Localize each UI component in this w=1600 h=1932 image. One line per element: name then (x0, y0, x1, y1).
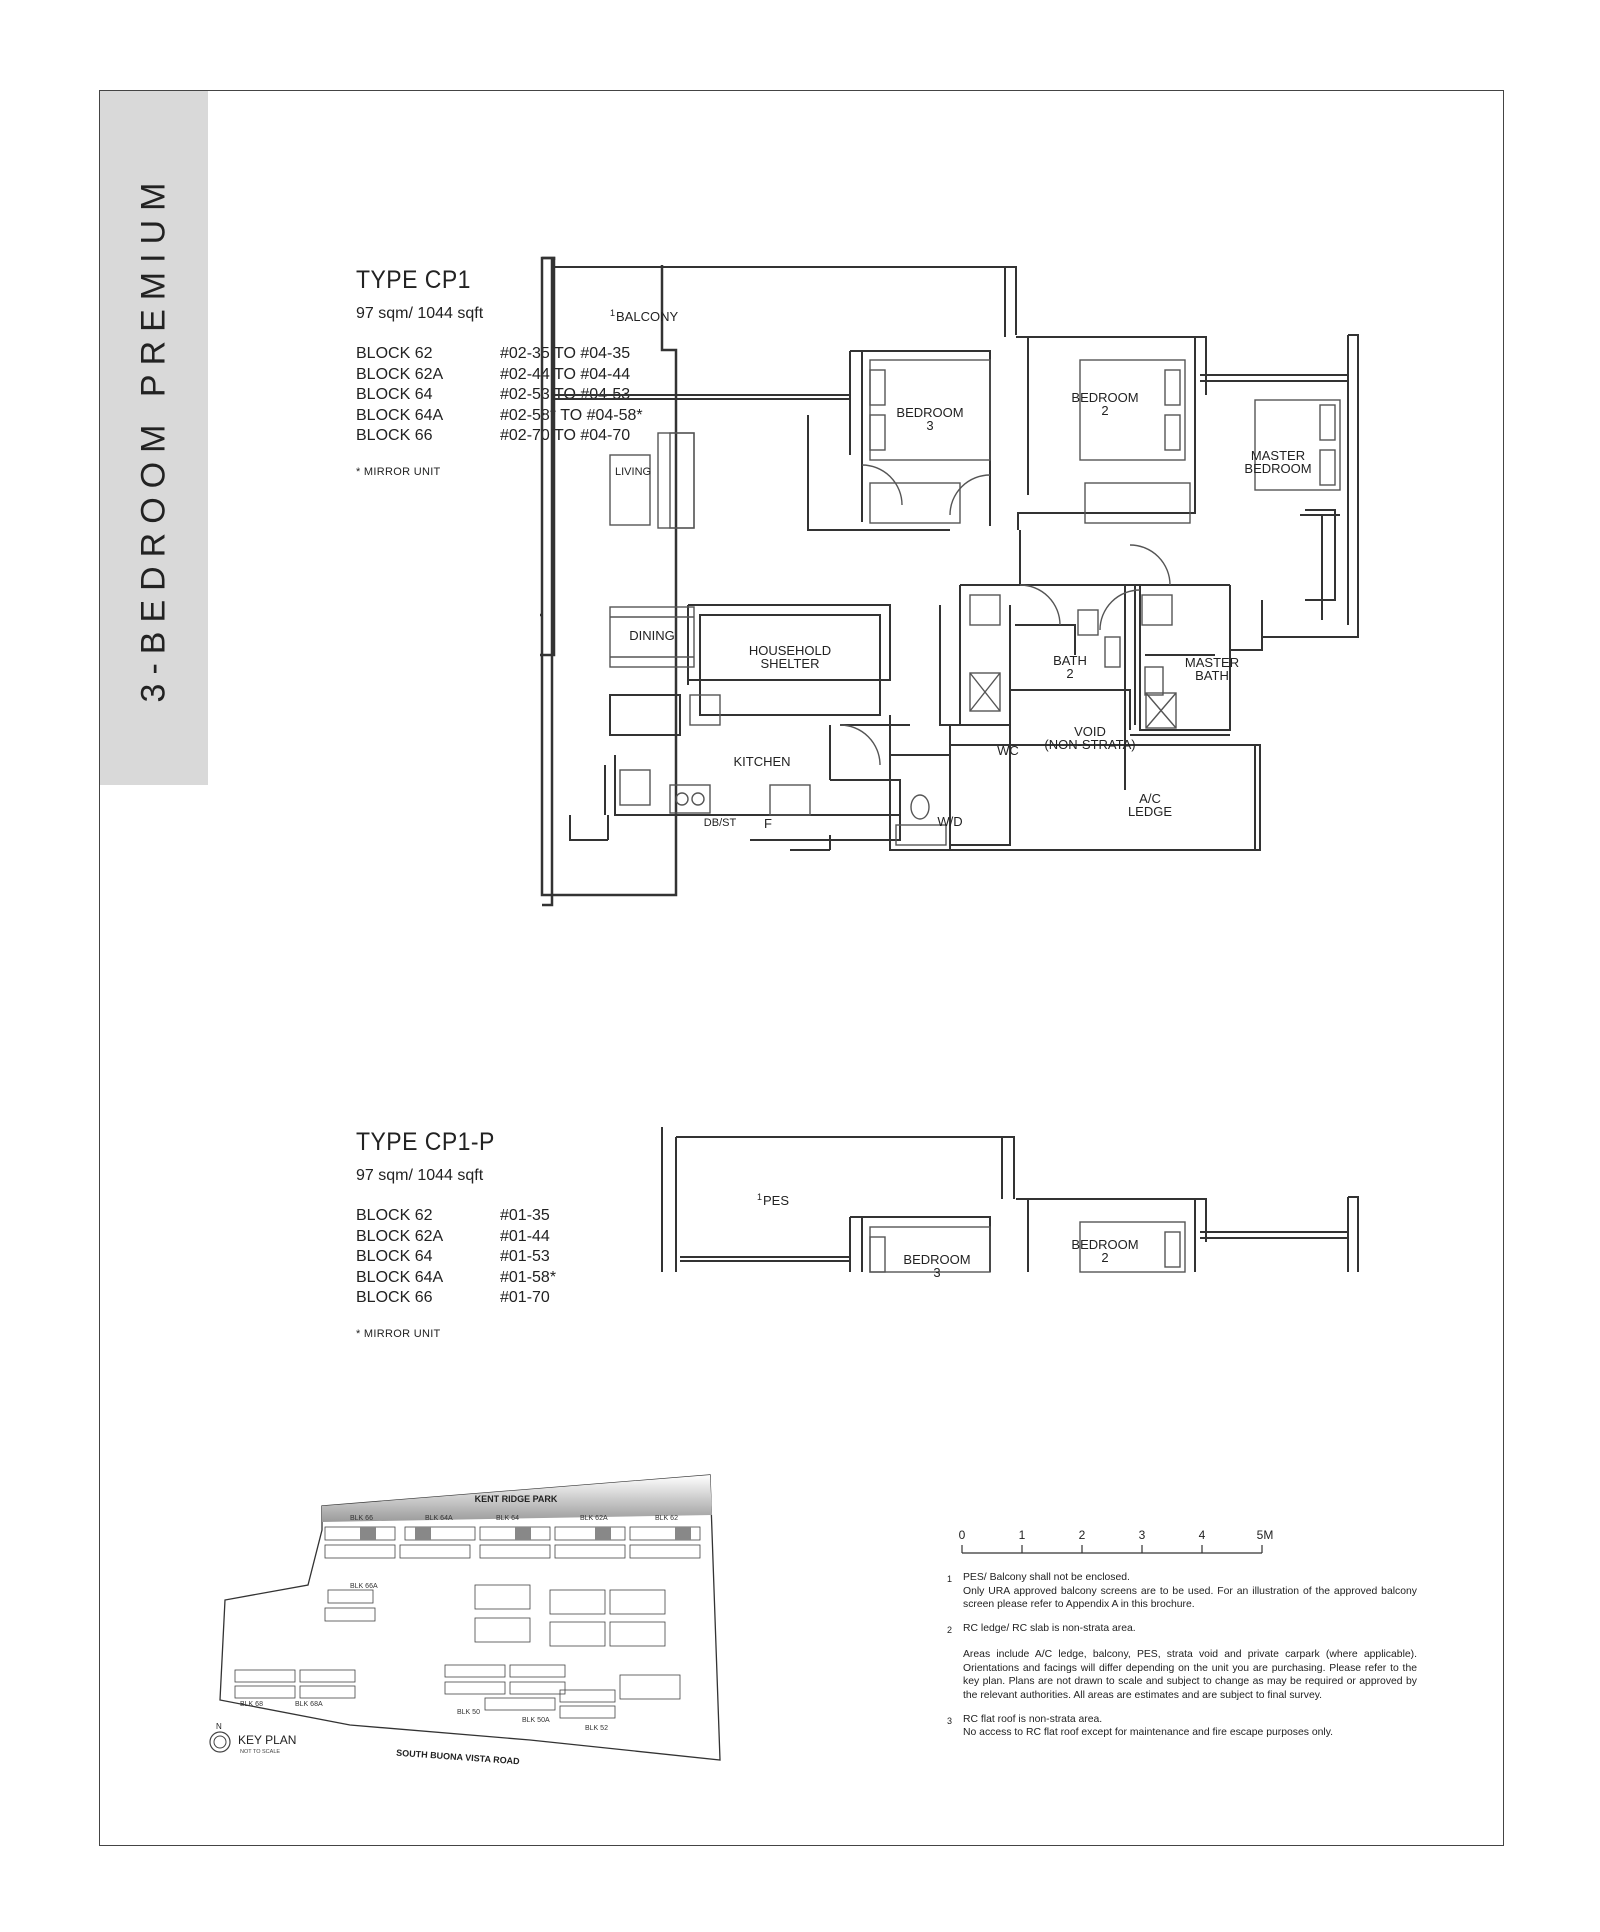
master-bedroom-label-1: MASTER (1250, 448, 1306, 463)
bedroom3-number: 3 (933, 1265, 941, 1280)
household-shelter-label-2: SHELTER (760, 656, 820, 671)
scale-tick-1: 1 (1018, 1528, 1026, 1542)
block-name: BLOCK 62 (356, 345, 433, 362)
block-units: #01-35 (500, 1207, 550, 1224)
scale-tick-0: 0 (958, 1528, 966, 1542)
living-label: LIVING (615, 466, 652, 478)
north-arrow-icon (210, 1722, 230, 1752)
bath2-number: 2 (1066, 666, 1074, 681)
scale-tick-5: 5M (1256, 1528, 1274, 1542)
block-row (356, 1228, 556, 1249)
key-plan (200, 1470, 730, 1775)
pes-superscript: 1 (757, 1192, 763, 1202)
block-label-50: BLK 50 (457, 1709, 480, 1716)
block-row (356, 1207, 556, 1228)
block-name: BLOCK 64 (356, 386, 433, 403)
block-row (356, 1289, 556, 1310)
fridge-label: F (764, 816, 772, 831)
scale-tick-2: 2 (1078, 1528, 1086, 1542)
bedroom2-number: 2 (1101, 403, 1109, 418)
block-name: BLOCK 64 (356, 1248, 433, 1265)
type-title: TYPE CP1 (356, 266, 471, 294)
note-areas: Areas include A/C ledge, balcony, PES, strata void and private carpark (where applicable). Orientations and facings will differ depending on the unit you are purchasing. Please refer to the key plan. Plans are not drawn to scale and subject to change as may be required or approved by the relevant authorities. All areas are estimates and are subject to final survey. (963, 1648, 1417, 1701)
ac-ledge-label-2: LEDGE (1127, 804, 1173, 819)
master-bath-label-1: MASTER (1184, 655, 1240, 670)
bedroom2-number: 2 (1101, 1250, 1109, 1265)
block-label-68a: BLK 68A (295, 1701, 323, 1708)
block-label-62: BLK 62 (655, 1515, 678, 1522)
mirror-note: * MIRROR UNIT (356, 465, 441, 478)
block-units: #02-35 TO #04-35 (500, 345, 631, 362)
block-row (356, 1269, 556, 1290)
type-title: TYPE CP1-P (356, 1128, 495, 1156)
block-units: #01-58* (500, 1268, 557, 1286)
block-units: #02-53 TO #04-53 (500, 386, 631, 403)
block-name: BLOCK 66 (356, 1289, 433, 1306)
block-label-68: BLK 68 (240, 1701, 263, 1708)
type-area: 97 sqm/ 1044 sqft (356, 305, 484, 322)
block-units: #02-70 TO #04-70 (500, 427, 631, 444)
block-list (356, 1207, 556, 1310)
note-number: 1 (947, 1574, 953, 1584)
bedroom3-label: BEDROOM (903, 1252, 971, 1267)
note-text: RC ledge/ RC slab is non-strata area. (963, 1623, 1136, 1635)
scale-tick-3: 3 (1138, 1528, 1146, 1542)
note-text: No access to RC flat roof except for maintenance and fire escape purposes only. (963, 1727, 1334, 1739)
note-text: PES/ Balcony shall not be enclosed. (963, 1572, 1130, 1583)
block-label-62a: BLK 62A (580, 1515, 608, 1522)
block-label-52: BLK 52 (585, 1725, 608, 1732)
master-bedroom-label-2: BEDROOM (1244, 461, 1312, 476)
dbst-label: DB/ST (703, 817, 737, 829)
bedroom2-label: BEDROOM (1071, 1237, 1139, 1252)
scale-bar (950, 1527, 1280, 1572)
kitchen-label: KITCHEN (733, 754, 791, 769)
key-plan-title: KEY PLAN (238, 1733, 297, 1747)
block-name: BLOCK 64A (356, 406, 444, 424)
void-label-2: (NON-STRATA) (1044, 737, 1136, 752)
type-cp1p-info (356, 1128, 556, 1340)
pes-label: PES (763, 1193, 790, 1208)
block-units: #01-44 (500, 1227, 550, 1245)
key-plan-subtitle: NOT TO SCALE (240, 1749, 281, 1755)
block-name: BLOCK 66 (356, 427, 433, 444)
balcony-superscript: 1 (610, 308, 616, 318)
floorplan-cp1-drawing (540, 255, 1370, 915)
scale-tick-4: 4 (1198, 1528, 1206, 1542)
household-shelter-label-1: HOUSEHOLD (748, 643, 832, 658)
north-label: N (216, 1722, 222, 1731)
block-row (356, 1248, 556, 1269)
note-3 (947, 1713, 1417, 1740)
bath2-label: BATH (1053, 653, 1087, 668)
mirror-note: * MIRROR UNIT (356, 1327, 441, 1340)
scale-bar-drawing (950, 1527, 1280, 1567)
floorplan-cp1 (540, 255, 1370, 920)
dining-label: DINING (629, 628, 675, 643)
block-name: BLOCK 62 (356, 1207, 433, 1224)
void-label-1: VOID (1074, 724, 1106, 739)
note-2 (947, 1622, 1417, 1638)
note-text: RC flat roof is non-strata area. (963, 1713, 1103, 1725)
note-number: 2 (947, 1625, 953, 1636)
block-units: #02-44 TO #04-44 (500, 365, 631, 383)
block-label-64: BLK 64 (496, 1515, 519, 1522)
floorplan-cp1p-drawing (540, 1122, 1370, 1282)
note-text: Only URA approved balcony screens are to be used. For an illustration of the approved balcony screen please refer to Appendix A in this brochure. (963, 1585, 1417, 1611)
block-label-66: BLK 66 (350, 1515, 373, 1522)
bedroom2-label: BEDROOM (1071, 390, 1139, 405)
block-units: #01-53 (500, 1248, 550, 1265)
floorplan-cp1p (540, 1122, 1370, 1287)
master-bath-label-2: BATH (1195, 668, 1229, 683)
ac-ledge-label-1: A/C (1139, 791, 1161, 806)
balcony-label: BALCONY (616, 309, 679, 324)
type-area: 97 sqm/ 1044 sqft (356, 1167, 484, 1184)
block-name: BLOCK 62A (356, 1227, 444, 1245)
wc-label: WC (997, 743, 1019, 758)
note-1 (947, 1571, 1417, 1612)
park-label: KENT RIDGE PARK (474, 1494, 558, 1504)
sidebar-title: 3-BEDROOM PREMIUM (134, 173, 173, 703)
notes (947, 1571, 1417, 1750)
block-label-66a: BLK 66A (350, 1583, 378, 1590)
note-number: 3 (947, 1715, 953, 1726)
block-units: #02-58* TO #04-58* (500, 406, 643, 424)
block-label-64a: BLK 64A (425, 1515, 453, 1522)
road-label: SOUTH BUONA VISTA ROAD (395, 1747, 520, 1767)
block-name: BLOCK 64A (356, 1268, 444, 1286)
bedroom3-number: 3 (926, 418, 934, 433)
block-label-50a: BLK 50A (522, 1717, 550, 1724)
key-plan-drawing (200, 1470, 730, 1770)
bedroom3-label: BEDROOM (896, 405, 964, 420)
wd-label: W/D (937, 814, 963, 829)
block-units: #01-70 (500, 1289, 550, 1306)
block-name: BLOCK 62A (356, 365, 444, 383)
